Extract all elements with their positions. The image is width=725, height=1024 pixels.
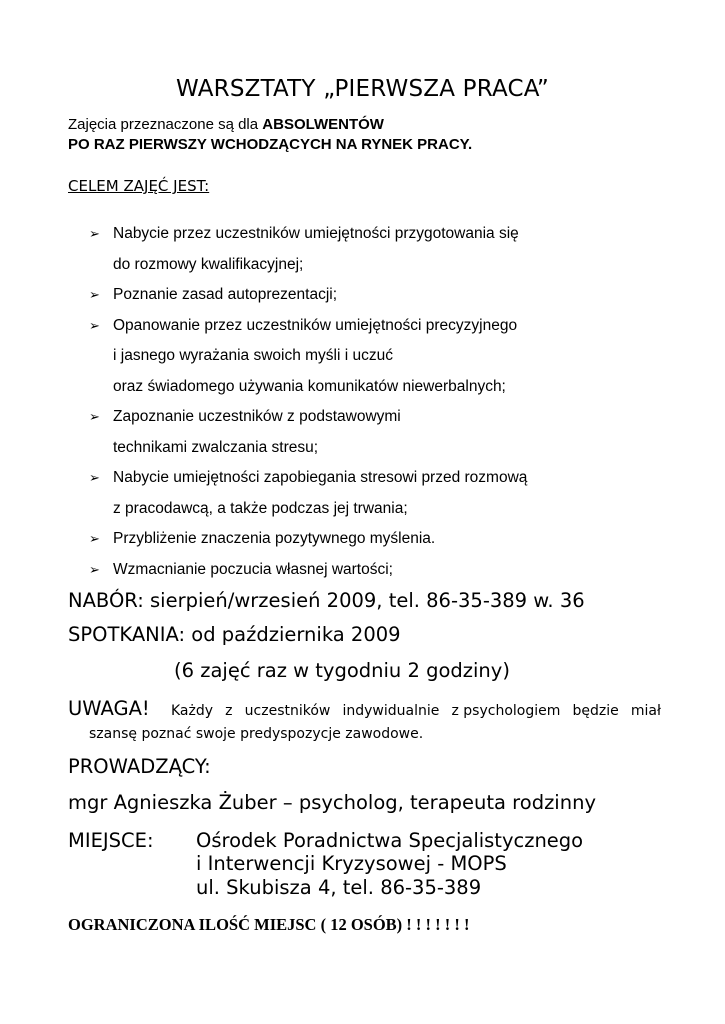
goal-line: Wzmacnianie poczucia własnej wartości; <box>113 560 393 578</box>
goal-item <box>89 524 527 555</box>
place-line-1: Ośrodek Poradnictwa Specjalistycznego <box>196 829 584 852</box>
leader-name: mgr Agnieszka Żuber – psycholog, terapeuta rodzinny <box>68 791 596 814</box>
meetings-detail: (6 zajęć raz w tygodniu 2 godziny) <box>174 659 510 682</box>
goal-line: Przybliżenie znaczenia pozytywnego myślenia. <box>113 530 436 547</box>
arrow-bullet-icon: ➢ <box>89 409 100 424</box>
arrow-bullet-icon: ➢ <box>89 287 100 302</box>
warning-word: Każdy <box>171 703 214 719</box>
goal-line: Opanowanie przez uczestników umiejętności precyzyjnego <box>113 316 518 334</box>
warning-label: UWAGA! <box>68 697 150 720</box>
goal-item <box>89 402 527 463</box>
goal-line: Nabycie umiejętności zapobiegania stresowi przed rozmową <box>113 469 528 486</box>
warning-continuation: szansę poznać swoje predyspozycje zawodowe. <box>89 726 424 742</box>
warning-word: indywidualnie <box>342 703 440 719</box>
page-title: WARSZTATY „PIERWSZA PRACA” <box>176 76 549 102</box>
place-label: MIEJSCE: <box>68 829 154 852</box>
warning-word: będzie <box>572 703 619 719</box>
intro-line-2: PO RAZ PIERWSZY WCHODZĄCYCH NA RYNEK PRACY. <box>68 136 473 153</box>
recruitment-info: NABÓR: sierpień/wrzesień 2009, tel. 86-35-389 w. 36 <box>68 589 585 612</box>
goal-line: Nabycie przez uczestników umiejętności przygotowania się <box>113 225 519 242</box>
warning-word: uczestników <box>244 703 331 719</box>
goal-line: technikami zwalczania stresu; <box>113 438 319 456</box>
arrow-bullet-icon: ➢ <box>89 226 100 241</box>
goal-item <box>89 311 527 403</box>
intro-target-group: ABSOLWENTÓW <box>262 116 384 133</box>
warning-word: z <box>225 703 233 719</box>
intro-prefix: Zajęcia przeznaczone są dla <box>68 116 263 133</box>
place-line-2: i Interwencji Kryzysowej - MOPS <box>196 852 507 875</box>
goal-line: oraz świadomego używania komunikatów niewerbalnych; <box>113 377 506 395</box>
warning-word: z psychologiem <box>451 703 561 719</box>
warning-text <box>171 703 661 719</box>
goal-item <box>89 280 527 311</box>
arrow-bullet-icon: ➢ <box>89 531 100 546</box>
meetings-info: SPOTKANIA: od października 2009 <box>68 623 401 646</box>
goals-list <box>89 219 527 585</box>
place-line-3: ul. Skubisza 4, tel. 86-35-389 <box>196 876 482 899</box>
warning-word: miał <box>630 703 661 719</box>
goal-line: z pracodawcą, a także podczas jej trwania; <box>113 499 408 517</box>
goal-item <box>89 555 527 586</box>
goal-line: do rozmowy kwalifikacyjnej; <box>113 255 304 273</box>
goal-item <box>89 463 527 524</box>
intro-line-1 <box>68 116 384 134</box>
arrow-bullet-icon: ➢ <box>89 561 100 577</box>
goal-line: Zapoznanie uczestników z podstawowymi <box>113 408 401 425</box>
arrow-bullet-icon: ➢ <box>89 317 100 333</box>
footer-notice: OGRANICZONA ILOŚĆ MIEJSC ( 12 OSÓB) ! ! ! ! ! ! ! <box>68 915 470 934</box>
leaders-label: PROWADZĄCY: <box>68 755 211 778</box>
goal-line: Poznanie zasad autoprezentacji; <box>113 286 338 303</box>
goal-item <box>89 219 527 280</box>
goals-heading: CELEM ZAJĘĆ JEST: <box>68 177 210 195</box>
arrow-bullet-icon: ➢ <box>89 470 100 485</box>
goal-line: i jasnego wyrażania swoich myśli i uczuć <box>113 347 393 364</box>
